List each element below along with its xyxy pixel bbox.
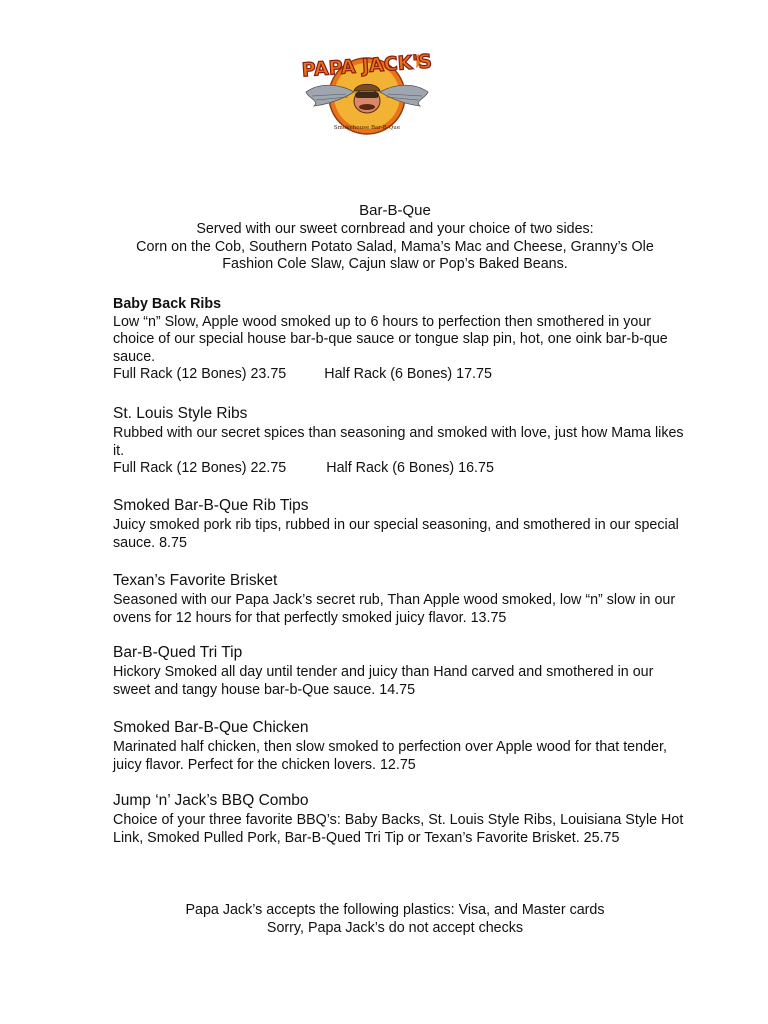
papa-jacks-logo-art xyxy=(300,46,434,136)
menu-item-rib-tips xyxy=(113,496,693,552)
menu-item-brisket xyxy=(113,571,693,627)
menu-section-title: Bar-B-Que xyxy=(359,202,431,219)
menu-item-title: St. Louis Style Ribs xyxy=(113,405,248,422)
payment-notice-line-1: Papa Jack’s accepts the following plastics: Visa, and Master cards xyxy=(185,902,605,918)
menu-item-description: Marinated half chicken, then slow smoked to perfection over Apple wood for that tender, juicy flavor. Perfect for the chicken lovers. 12.75 xyxy=(113,739,667,773)
price-full-rack: Full Rack (12 Bones) 23.75 xyxy=(113,366,287,382)
menu-item-chicken xyxy=(113,718,693,774)
menu-item-title: Baby Back Ribs xyxy=(113,296,222,312)
logo-brand: PAPA JACK'S xyxy=(301,50,433,82)
subtitle-line-3: Fashion Cole Slaw, Cajun slaw or Pop’s Baked Beans. xyxy=(222,256,568,272)
menu-item-combo xyxy=(113,791,693,847)
menu-item-st-louis-ribs xyxy=(113,404,693,478)
menu-item-description: Juicy smoked pork rib tips, rubbed in our special seasoning, and smothered in our special sauce. 8.75 xyxy=(113,517,679,551)
menu-item-prices xyxy=(113,460,693,478)
menu-item-description: Low “n” Slow, Apple wood smoked up to 6 hours to perfection then smothered in your choice of our special house bar-b-que sauce or tongue slap pin, hot, one oink bar-b-que sauce. xyxy=(113,313,668,365)
price-full-rack: Full Rack (12 Bones) 22.75 xyxy=(113,460,287,476)
payment-notice xyxy=(100,902,690,937)
menu-item-description: Seasoned with our Papa Jack’s secret rub, Than Apple wood smoked, low “n” slow in our ovens for 12 hours for that perfectly smoked juicy flavor. 13.75 xyxy=(113,592,676,626)
menu-item-prices xyxy=(113,366,693,384)
menu-item-description: Rubbed with our secret spices than seasoning and smoked with love, just how Mama likes it. xyxy=(113,425,684,459)
menu-item-baby-back-ribs xyxy=(113,296,693,384)
papa-jacks-logo xyxy=(300,46,434,136)
menu-item-title: Smoked Bar-B-Que Rib Tips xyxy=(113,497,309,514)
subtitle-line-1: Served with our sweet cornbread and your choice of two sides: xyxy=(196,221,594,237)
menu-section-subtitle xyxy=(100,221,690,274)
payment-notice-line-2: Sorry, Papa Jack’s do not accept checks xyxy=(266,919,524,936)
menu-item-tri-tip xyxy=(113,643,693,699)
price-half-rack: Half Rack (6 Bones) 16.75 xyxy=(326,460,494,476)
menu-item-title: Jump ‘n’ Jack’s BBQ Combo xyxy=(113,792,309,809)
menu-item-description: Choice of your three favorite BBQ’s: Baby Backs, St. Louis Style Ribs, Louisiana Style Hot Link, Smoked Pulled Pork, Bar-B-Qued Tri Tip or Texan’s Favorite Brisket. 25.75 xyxy=(113,812,684,846)
menu-item-title: Texan’s Favorite Brisket xyxy=(113,572,278,589)
subtitle-line-2: Corn on the Cob, Southern Potato Salad, Mama’s Mac and Cheese, Granny’s Ole xyxy=(136,238,654,255)
logo-tagline: Smokehouse Bar-B-Que xyxy=(333,125,401,131)
menu-item-title: Smoked Bar-B-Que Chicken xyxy=(113,719,309,736)
price-half-rack: Half Rack (6 Bones) 17.75 xyxy=(324,366,492,382)
menu-item-title: Bar-B-Qued Tri Tip xyxy=(113,644,243,661)
menu-item-description: Hickory Smoked all day until tender and juicy than Hand carved and smothered in our sweet and tangy house bar-b-Que sauce. 14.75 xyxy=(113,664,654,698)
